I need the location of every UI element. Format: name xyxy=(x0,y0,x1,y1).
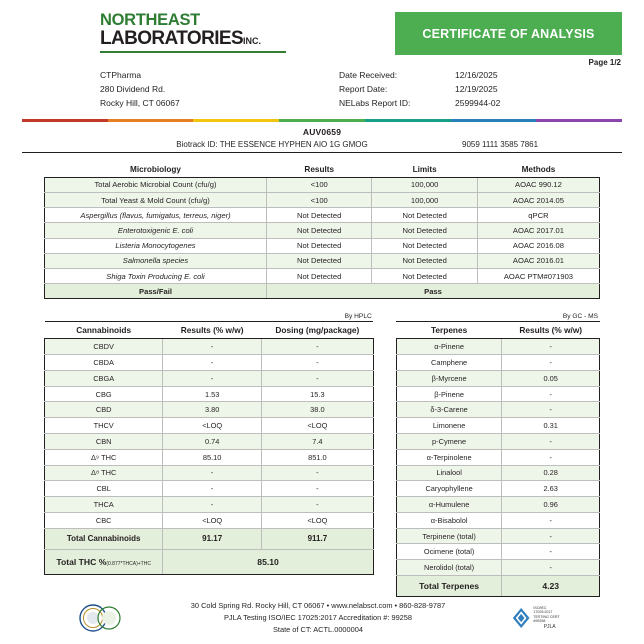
micro-method: AOAC 990.12 xyxy=(477,177,599,192)
cann-result: - xyxy=(163,355,262,371)
client-address xyxy=(22,69,262,110)
pjla-line-1: ISO/IEC 17025:2017 xyxy=(533,605,553,615)
cann-analyte: CBN xyxy=(45,433,163,449)
micro-col-name: Microbiology xyxy=(45,163,267,178)
micro-method: qPCR xyxy=(477,208,599,223)
cann-result: 3.80 xyxy=(163,402,262,418)
table-row xyxy=(396,528,599,544)
table-row xyxy=(45,433,374,449)
cann-result: 0.74 xyxy=(163,433,262,449)
cann-col-name: Cannabinoids xyxy=(45,322,163,339)
pass-fail-value: Pass xyxy=(267,284,600,299)
table-header-row xyxy=(45,322,374,339)
rainbow-seg-teal xyxy=(365,119,451,122)
table-row xyxy=(45,192,600,207)
report-id-value: 2599944-02 xyxy=(455,97,501,108)
table-row xyxy=(396,560,599,576)
logo-line-2-text: LABORATORIES xyxy=(100,28,244,50)
terp-result: - xyxy=(502,339,600,355)
terp-analyte: Camphene xyxy=(396,355,502,371)
micro-method: AOAC 2016.08 xyxy=(477,238,599,253)
micro-limit: Not Detected xyxy=(372,208,477,223)
footer-line-3: State of CT: ACTL.0000004 xyxy=(273,624,363,634)
micro-limit: Not Detected xyxy=(372,223,477,238)
table-row xyxy=(396,433,599,449)
table-row xyxy=(45,512,374,528)
accreditation-seals xyxy=(78,600,124,636)
terp-analyte: β-Pinene xyxy=(396,386,502,402)
terp-result: - xyxy=(502,449,600,465)
table-header-row xyxy=(45,163,600,178)
pjla-logo-icon xyxy=(512,605,530,631)
table-row xyxy=(45,223,600,238)
table-row xyxy=(45,402,374,418)
terp-analyte: Nerolidol (total) xyxy=(396,560,502,576)
table-row xyxy=(45,355,374,371)
terp-result: 0.96 xyxy=(502,497,600,513)
company-logo xyxy=(22,11,262,53)
total-thc-label-text: Total THC % xyxy=(56,556,107,567)
terp-analyte: α-Terpinolene xyxy=(396,449,502,465)
micro-method: AOAC 2017.01 xyxy=(477,223,599,238)
page-header xyxy=(22,0,622,55)
table-row xyxy=(396,449,599,465)
date-received-label: Date Received: xyxy=(339,70,398,80)
table-row xyxy=(45,497,374,513)
table-row xyxy=(396,544,599,560)
table-row xyxy=(45,238,600,253)
cann-dose: <LOQ xyxy=(261,512,373,528)
client-city: Rocky Hill, CT 06067 xyxy=(100,97,180,108)
cann-dose: <LOQ xyxy=(261,418,373,434)
client-name: CTPharma xyxy=(100,70,142,80)
pjla-accreditation xyxy=(512,605,566,631)
rainbow-seg-purple xyxy=(536,119,622,122)
cann-dose: 851.0 xyxy=(261,449,373,465)
micro-analyte: Shiga Toxin Producing E. coli xyxy=(45,268,267,283)
cann-analyte: CBGA xyxy=(45,370,163,386)
table-row xyxy=(45,268,600,283)
table-row xyxy=(396,481,599,497)
cann-analyte: CBL xyxy=(45,481,163,497)
table-row xyxy=(396,402,599,418)
cann-analyte: THCA xyxy=(45,497,163,513)
table-row xyxy=(45,339,374,355)
cann-dose: 15.3 xyxy=(261,386,373,402)
total-thc-row xyxy=(45,549,374,574)
report-id-label: NELabs Report ID: xyxy=(339,97,411,108)
results-section xyxy=(22,313,622,597)
total-cannabinoids-result: 91.17 xyxy=(163,528,262,549)
terp-analyte: p-Cymene xyxy=(396,433,502,449)
micro-analyte: Aspergillus (flavus, fumigatus, terreus, niger) xyxy=(45,208,267,223)
terp-result: - xyxy=(502,355,600,371)
table-row xyxy=(45,253,600,268)
logo-line-1: NORTHEAST xyxy=(100,11,200,29)
micro-col-methods: Methods xyxy=(477,163,599,178)
micro-method: AOAC 2016.01 xyxy=(477,253,599,268)
coa-title-banner: CERTIFICATE OF ANALYSIS xyxy=(395,12,622,55)
terpenes-method-note: By GC - MS xyxy=(562,313,598,321)
cann-col-results: Results (% w/w) xyxy=(163,322,262,339)
micro-method: AOAC 2014.05 xyxy=(477,192,599,207)
terp-result: 0.05 xyxy=(502,370,600,386)
total-cannabinoids-row xyxy=(45,528,374,549)
cann-col-dosing: Dosing (mg/package) xyxy=(261,322,373,339)
meta-row xyxy=(339,83,622,97)
table-row xyxy=(45,481,374,497)
cann-result: 1.53 xyxy=(163,386,262,402)
terp-col-results: Results (% w/w) xyxy=(502,322,600,339)
seal-icon xyxy=(78,600,124,636)
rainbow-seg-orange xyxy=(108,119,194,122)
table-row xyxy=(396,370,599,386)
micro-limit: Not Detected xyxy=(372,268,477,283)
biotrack-label: Biotrack ID: xyxy=(176,139,218,149)
cann-result: 85.10 xyxy=(163,449,262,465)
cann-analyte: CBDV xyxy=(45,339,163,355)
terp-analyte: Linalool xyxy=(396,465,502,481)
cann-analyte: Δ⁹ THC xyxy=(45,449,163,465)
footer-text xyxy=(138,600,498,636)
report-date-value: 12/19/2025 xyxy=(455,83,498,94)
table-row xyxy=(45,208,600,223)
pass-fail-row xyxy=(45,284,600,299)
logo-inc-text: INC. xyxy=(243,36,262,47)
cann-dose: - xyxy=(261,339,373,355)
micro-result: Not Detected xyxy=(267,208,372,223)
terp-result: - xyxy=(502,433,600,449)
pjla-label: PJLA xyxy=(543,624,556,631)
page-footer xyxy=(0,600,644,636)
footer-line-1: 30 Cold Spring Rd. Rocky Hill, CT 06067 • www.nelabsct.com • 860-828-9787 xyxy=(190,601,446,611)
table-row xyxy=(45,418,374,434)
table-row xyxy=(396,418,599,434)
rainbow-seg-red xyxy=(22,119,108,122)
cann-analyte: Δ⁸ THC xyxy=(45,465,163,481)
micro-col-limits: Limits xyxy=(372,163,477,178)
micro-col-results: Results xyxy=(267,163,372,178)
terp-result: - xyxy=(502,402,600,418)
cann-analyte: CBC xyxy=(45,512,163,528)
cann-analyte: CBD xyxy=(45,402,163,418)
rainbow-seg-blue xyxy=(451,119,537,122)
cann-result: <LOQ xyxy=(163,512,262,528)
pass-fail-label: Pass/Fail xyxy=(45,284,267,299)
micro-result: Not Detected xyxy=(267,268,372,283)
sample-id: AUV0659 xyxy=(302,126,342,137)
meta-row xyxy=(339,97,622,111)
logo-underline xyxy=(100,51,286,53)
terp-analyte: α-Bisabolol xyxy=(396,512,502,528)
cann-analyte: CBDA xyxy=(45,355,163,371)
biotrack-number: 9059 1111 3585 7861 xyxy=(462,139,539,149)
cann-dose: - xyxy=(261,355,373,371)
micro-limit: 100,000 xyxy=(372,177,477,192)
cann-result: <LOQ xyxy=(163,418,262,434)
micro-method: AOAC PTM#071903 xyxy=(477,268,599,283)
pjla-text-block xyxy=(533,606,566,631)
micro-analyte: Total Yeast & Mold Count (cfu/g) xyxy=(45,192,267,207)
table-row xyxy=(396,355,599,371)
terpenes-section xyxy=(396,313,600,597)
table-row xyxy=(45,465,374,481)
cannabinoids-table xyxy=(44,321,374,574)
micro-result: Not Detected xyxy=(267,253,372,268)
page-number: Page 1/2 xyxy=(588,58,621,67)
terp-analyte: δ-3-Carene xyxy=(396,402,502,418)
microbiology-section xyxy=(22,163,622,300)
cann-result: - xyxy=(163,481,262,497)
biotrack-label-and-name xyxy=(22,140,462,149)
cann-dose: - xyxy=(261,481,373,497)
biotrack-row xyxy=(22,140,622,153)
terp-result: 0.31 xyxy=(502,418,600,434)
client-and-report-meta xyxy=(22,69,622,110)
footer-line-2: PJLA Testing ISO/IEC 17025:2017 Accreditation #: 99258 xyxy=(223,613,413,622)
micro-result: <100 xyxy=(267,177,372,192)
terp-analyte: Caryophyllene xyxy=(396,481,502,497)
terp-analyte: α-Humulene xyxy=(396,497,502,513)
table-row xyxy=(45,370,374,386)
table-row xyxy=(45,386,374,402)
micro-result: Not Detected xyxy=(267,223,372,238)
terp-col-name: Terpenes xyxy=(396,322,502,339)
total-thc-formula: (0.877*THCA)+THC xyxy=(106,560,151,567)
table-row xyxy=(396,386,599,402)
biotrack-name: THE ESSENCE HYPHEN AIO 1G GMOG xyxy=(219,139,368,149)
table-row xyxy=(396,465,599,481)
cann-dose: - xyxy=(261,370,373,386)
micro-limit: Not Detected xyxy=(372,238,477,253)
total-terpenes-label: Total Terpenes xyxy=(396,576,502,597)
report-date-label: Report Date: xyxy=(339,83,388,94)
total-thc-value: 85.10 xyxy=(163,549,373,574)
cann-dose: 7.4 xyxy=(261,433,373,449)
terp-analyte: α-Pinene xyxy=(396,339,502,355)
table-row xyxy=(396,339,599,355)
table-header-row xyxy=(396,322,599,339)
report-meta xyxy=(339,69,622,110)
terp-result: - xyxy=(502,544,600,560)
cann-analyte: THCV xyxy=(45,418,163,434)
terpenes-table xyxy=(396,321,600,597)
cann-result: - xyxy=(163,339,262,355)
cann-dose: - xyxy=(261,465,373,481)
terp-result: - xyxy=(502,560,600,576)
cann-result: - xyxy=(163,465,262,481)
cannabinoids-section xyxy=(44,313,374,574)
terp-analyte: Terpinene (total) xyxy=(396,528,502,544)
rainbow-divider xyxy=(22,119,622,122)
terp-result: - xyxy=(502,528,600,544)
terp-result: - xyxy=(502,386,600,402)
cann-analyte: CBG xyxy=(45,386,163,402)
table-row xyxy=(45,449,374,465)
microbiology-table xyxy=(44,163,600,300)
date-received-value: 12/16/2025 xyxy=(455,70,498,80)
micro-limit: Not Detected xyxy=(372,253,477,268)
total-terpenes-row xyxy=(396,576,599,597)
micro-analyte: Enterotoxigenic E. coli xyxy=(45,223,267,238)
terp-analyte: β-Myrcene xyxy=(396,370,502,386)
micro-analyte: Total Aerobic Microbial Count (cfu/g) xyxy=(45,177,267,192)
logo-line-2 xyxy=(100,28,262,50)
rainbow-seg-yellow xyxy=(193,119,279,122)
total-terpenes-value: 4.23 xyxy=(502,576,600,597)
micro-analyte: Salmonella species xyxy=(45,253,267,268)
cann-result: - xyxy=(163,370,262,386)
client-street: 280 Dividend Rd. xyxy=(100,83,166,94)
table-row xyxy=(45,177,600,192)
meta-row xyxy=(339,69,622,83)
cann-result: - xyxy=(163,497,262,513)
terp-result: 0.28 xyxy=(502,465,600,481)
total-cannabinoids-dose: 911.7 xyxy=(261,528,373,549)
cannabinoids-method-note: By HPLC xyxy=(344,313,372,321)
micro-analyte: Listeria Monocytogenes xyxy=(45,238,267,253)
table-row xyxy=(396,512,599,528)
table-row xyxy=(396,497,599,513)
pjla-line-2: TESTING CERT #99258 xyxy=(533,614,560,623)
cann-dose: 38.0 xyxy=(261,402,373,418)
rainbow-seg-green xyxy=(279,119,365,122)
total-thc-label xyxy=(45,549,163,574)
micro-limit: 100,000 xyxy=(372,192,477,207)
terp-result: 2.63 xyxy=(502,481,600,497)
micro-result: <100 xyxy=(267,192,372,207)
terp-result: - xyxy=(502,512,600,528)
terp-analyte: Limonene xyxy=(396,418,502,434)
cann-dose: - xyxy=(261,497,373,513)
terp-analyte: Ocimene (total) xyxy=(396,544,502,560)
micro-result: Not Detected xyxy=(267,238,372,253)
total-cannabinoids-label: Total Cannabinoids xyxy=(45,528,163,549)
